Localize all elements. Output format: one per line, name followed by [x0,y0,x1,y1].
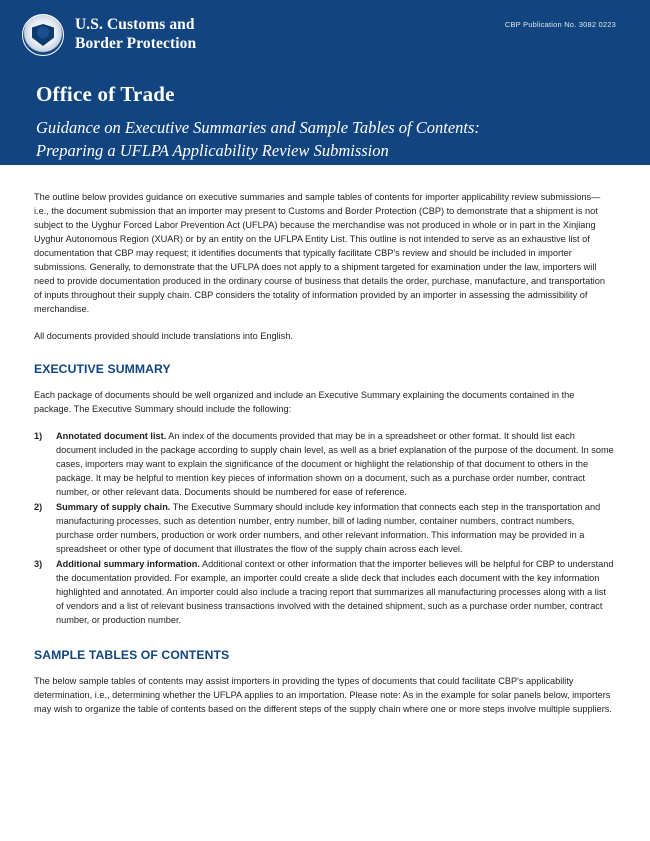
executive-summary-intro: Each package of documents should be well organized and include an Executive Summary explaining the documents contained in the package. The Executive Summary should include the following: [34,389,575,414]
agency-name [75,16,196,54]
executive-summary-list [34,430,614,628]
header-top-row [22,14,616,56]
list-item-text: The Executive Summary should include key information that connects each step in the transportation and manufacturing processes, such as detention number, entry number, bill of lading number, container numbers, contract numbers, purchase order numbers, production or work order numbers, and other relevant information. This information may be provided in a spreadsheet or other type of document that illustrates the flow of the supply chain across each level. [56,501,601,554]
list-item [34,430,614,500]
list-item-marker: 1) [34,430,43,441]
agency-name-line1: U.S. Customs and [75,16,195,34]
list-item-marker: 3) [34,558,43,569]
list-item [34,558,614,628]
cbp-seal-icon [22,14,64,56]
section-heading-sample-tables-of-contents: SAMPLE TABLES OF CONTENTS [34,647,230,662]
list-item-lead: Annotated document list. [56,430,167,441]
list-item-lead: Additional summary information. [56,558,200,569]
document-title-line1: Guidance on Executive Summaries and Sample Tables of Contents: [36,118,480,137]
agency-branding [22,14,196,56]
publication-number: CBP Publication No. 3082 0223 [504,20,616,29]
office-title: Office of Trade [36,82,175,106]
list-item-lead: Summary of supply chain. [56,501,171,512]
list-item [34,501,614,557]
sample-toc-paragraph: The below sample tables of contents may assist importers in providing the types of documents that could facilitate CBP's applicability determination, i.e., determining whether the UFLPA applies to an importation. Please note: As in the example for solar panels below, importers may wish to organize the table of contents based on the different steps of the supply chain where one or more steps involve multiple suppliers. [34,675,612,714]
document-header [0,0,650,165]
list-item-text: An index of the documents provided that may be in a spreadsheet or other format. It should list each document included in the package according to supply chain level, as well as a brief explanation of the purpose of the document. In some cases, importers may want to explain the significance of the document or highlight the relationship of that document to others in the package. It may be helpful to mention key pieces of information shown on a document, such as a purchase order number, contract number, or other relevant data. Documents should be numbered for ease of reference. [56,430,614,497]
section-heading-executive-summary: EXECUTIVE SUMMARY [34,361,171,376]
list-item-text: Additional context or other information that the importer believes will be helpful for CBP to understand the documentation provided. For example, an importer could create a slide deck that includes each document with the key information highlighted and annotated. An importer could also include a tracing report that summarizes all manufacturing processes along with a list of vendors and a list of relevant business transactions involved with the detained shipment, such as a purchase order number, contract number, or production number. [56,558,614,625]
document-body [0,165,650,717]
list-item-marker: 2) [34,501,43,512]
agency-name-line2: Border Protection [75,35,197,52]
translations-note: All documents provided should include translations into English. [34,330,293,341]
intro-paragraph: The outline below provides guidance on executive summaries and sample tables of contents for importer applicability review submissions—i.e., the document submission that an importer may present to Customs and Border Protection (CBP) to demonstrate that a shipment is not subject to the Uyghur Forced Labor Prevention Act (UFLPA) because the merchandise was not produced in whole or in part in the Xinjiang Uyghur Autonomous Region (XUAR) or by an entity on the UFLPA Entity List. This outline is not intended to serve as an exhaustive list of documentation that CBP may request; it identifies documents that typically facilitate CBP's review and should be included in importer submissions. Generally, to demonstrate that the UFLPA does not apply to a shipment targeted for examination under the law, importers will need to provide documentation produced in the ordinary course of business that details the order, purchase, manufacture, and transportation of inputs throughout their supply chain. CBP considers the totality of information provided by an importer in assessing the admissibility of merchandise. [34,192,606,314]
document-title-line2: Preparing a UFLPA Applicability Review Submission [36,141,389,161]
document-title [36,116,616,163]
